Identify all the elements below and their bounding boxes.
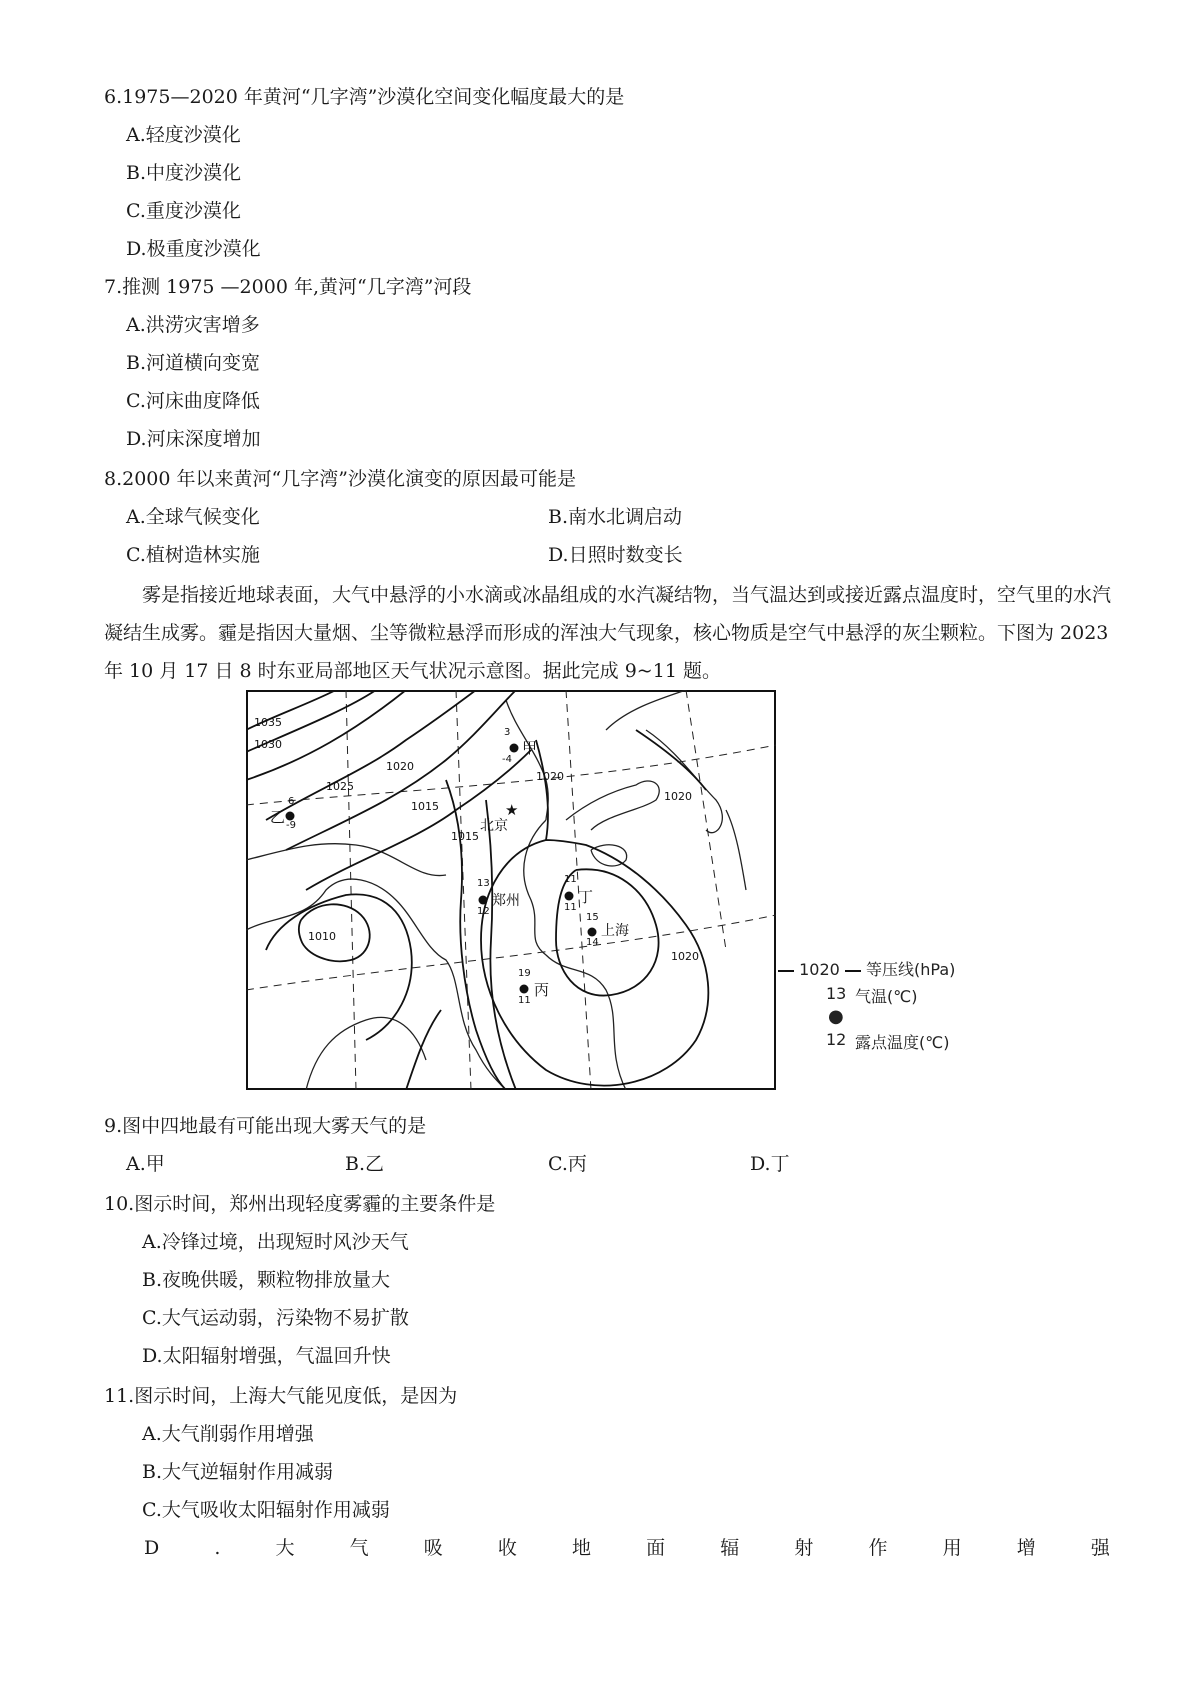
q11-option-d-char: 作 xyxy=(868,1537,888,1559)
station-dew: -9 xyxy=(286,820,296,831)
isobar-label: 1030 xyxy=(254,738,282,751)
legend-isobar-line-icon xyxy=(845,970,861,972)
passage: 雾是指接近地球表面，大气中悬浮的小水滴或冰晶组成的水汽凝结物，当气温达到或接近露点温度时，空气里的水汽凝结生成雾。霾是指因大量烟、尘等微粒悬浮而形成的浑浊大气现象，核心物质是空气中悬浮的灰尘颗粒。下图为 2023 年 10 月 17 日 8 时东亚局部地区天气状况示意图。据此完成 9~11 题。 xyxy=(104,584,1112,682)
q10-option-a: A.冷锋过境，出现短时风沙天气 xyxy=(142,1231,409,1253)
isobar-label: 1020 xyxy=(536,770,564,783)
q9-option-c: C.丙 xyxy=(548,1153,587,1175)
station-dot xyxy=(588,928,597,937)
station-temp: 15 xyxy=(586,912,599,923)
isobar-label: 1020 xyxy=(386,760,414,773)
q7-option-d: D.河床深度增加 xyxy=(126,428,261,450)
station-dot xyxy=(510,744,519,753)
q9-option-b: B.乙 xyxy=(345,1153,385,1175)
q8-option-c: C.植树造林实施 xyxy=(126,544,260,566)
station-temp: 13 xyxy=(477,878,490,889)
q6-stem: 6.1975—2020 年黄河“几字湾”沙漠化空间变化幅度最大的是 xyxy=(104,86,625,108)
isobar-label: 1020 xyxy=(664,790,692,803)
q7-option-c: C.河床曲度降低 xyxy=(126,390,260,412)
q9-option-d: D.丁 xyxy=(750,1153,790,1175)
q11-option-d-char: 射 xyxy=(794,1537,814,1559)
q8-stem: 8.2000 年以来黄河“几字湾”沙漠化演变的原因最可能是 xyxy=(104,468,576,490)
q11-option-d-char: 用 xyxy=(942,1537,962,1559)
q11-option-d-char: 辐 xyxy=(720,1537,740,1559)
legend-dew-text: 露点温度(℃) xyxy=(855,1033,950,1052)
q11-option-d-char: 大 xyxy=(275,1537,295,1559)
station-dot xyxy=(479,896,488,905)
station-dot xyxy=(565,892,574,901)
q8-option-a: A.全球气候变化 xyxy=(126,506,260,528)
q7-stem: 7.推测 1975 —2000 年,黄河“几字湾”河段 xyxy=(104,276,472,298)
capital-name: 北京 xyxy=(480,818,508,834)
station-temp: 3 xyxy=(504,727,511,738)
isobar-label: 1015 xyxy=(411,800,439,813)
legend-isobar-value: 1020 xyxy=(799,960,840,979)
q6-option-c: C.重度沙漠化 xyxy=(126,200,241,222)
q11-option-d-char: 强 xyxy=(1090,1537,1110,1559)
legend-isobar xyxy=(778,957,955,980)
q8-option-d: D.日照时数变长 xyxy=(548,544,683,566)
q9-option-a: A.甲 xyxy=(126,1153,165,1175)
isobar-label: 1020 xyxy=(671,950,699,963)
q6-option-a: A.轻度沙漠化 xyxy=(126,124,241,146)
q11-stem: 11.图示时间，上海大气能见度低，是因为 xyxy=(104,1385,458,1407)
q11-option-d-char: 面 xyxy=(646,1537,666,1559)
q11-option-d-char: 地 xyxy=(572,1537,592,1559)
station-dew: 11 xyxy=(564,902,577,913)
isobar-label: 1010 xyxy=(308,930,336,943)
legend-isobar-text: 等压线(hPa) xyxy=(866,960,956,979)
q11-option-d-char: . xyxy=(214,1537,221,1559)
isobar-label: 1035 xyxy=(254,716,282,729)
q11-option-d-char: D xyxy=(144,1537,160,1559)
q11-option-d-char: 增 xyxy=(1016,1537,1036,1559)
station-dew: 11 xyxy=(518,995,531,1006)
q11-option-c: C.大气吸收太阳辐射作用减弱 xyxy=(142,1499,390,1521)
isobar-label: 1025 xyxy=(326,780,354,793)
station-name: 乙 xyxy=(270,808,286,826)
q11-option-d-char: 吸 xyxy=(423,1537,443,1559)
q10-option-d: D.太阳辐射增强，气温回升快 xyxy=(142,1345,391,1367)
legend-temp-sample: 13 xyxy=(826,984,847,1003)
q11-option-d xyxy=(144,1535,1110,1561)
station-dot xyxy=(520,985,529,994)
capital-star-icon: ★ xyxy=(505,801,519,819)
q7-option-b: B.河道横向变宽 xyxy=(126,352,261,374)
q10-option-c: C.大气运动弱，污染物不易扩散 xyxy=(142,1307,409,1329)
station-temp: 6 xyxy=(288,796,295,807)
q10-option-b: B.夜晚供暖，颗粒物排放量大 xyxy=(142,1269,391,1291)
legend-temp-text: 气温(℃) xyxy=(855,987,918,1006)
q11-option-a: A.大气削弱作用增强 xyxy=(142,1423,314,1445)
station-dew: -4 xyxy=(502,754,512,765)
station-name: 甲 xyxy=(522,739,538,757)
station-dew: 14 xyxy=(586,937,599,948)
q9-stem: 9.图中四地最有可能出现大雾天气的是 xyxy=(104,1115,427,1137)
isobar-label: 1015 xyxy=(451,830,479,843)
station-dew: 12 xyxy=(477,906,490,917)
q11-option-d-char: 气 xyxy=(349,1537,369,1559)
q11-option-b: B.大气逆辐射作用减弱 xyxy=(142,1461,334,1483)
legend-isobar-line-icon xyxy=(778,970,794,972)
q10-stem: 10.图示时间，郑州出现轻度雾霾的主要条件是 xyxy=(104,1193,496,1215)
q6-option-b: B.中度沙漠化 xyxy=(126,162,242,184)
station-temp: 19 xyxy=(518,968,531,979)
station-name: 郑州 xyxy=(492,893,520,909)
station-name: 丁 xyxy=(578,888,594,906)
q8-option-b: B.南水北调启动 xyxy=(548,506,683,528)
weather-map xyxy=(246,690,776,1090)
q6-option-d: D.极重度沙漠化 xyxy=(126,238,261,260)
legend-dew-sample: 12 xyxy=(826,1030,847,1049)
legend-dot-icon: ● xyxy=(828,1006,844,1027)
q7-option-a: A.洪涝灾害增多 xyxy=(126,314,260,336)
station-temp: 11 xyxy=(564,874,577,885)
q11-option-d-char: 收 xyxy=(497,1537,517,1559)
station-name: 丙 xyxy=(534,981,550,999)
station-name: 上海 xyxy=(601,923,629,939)
